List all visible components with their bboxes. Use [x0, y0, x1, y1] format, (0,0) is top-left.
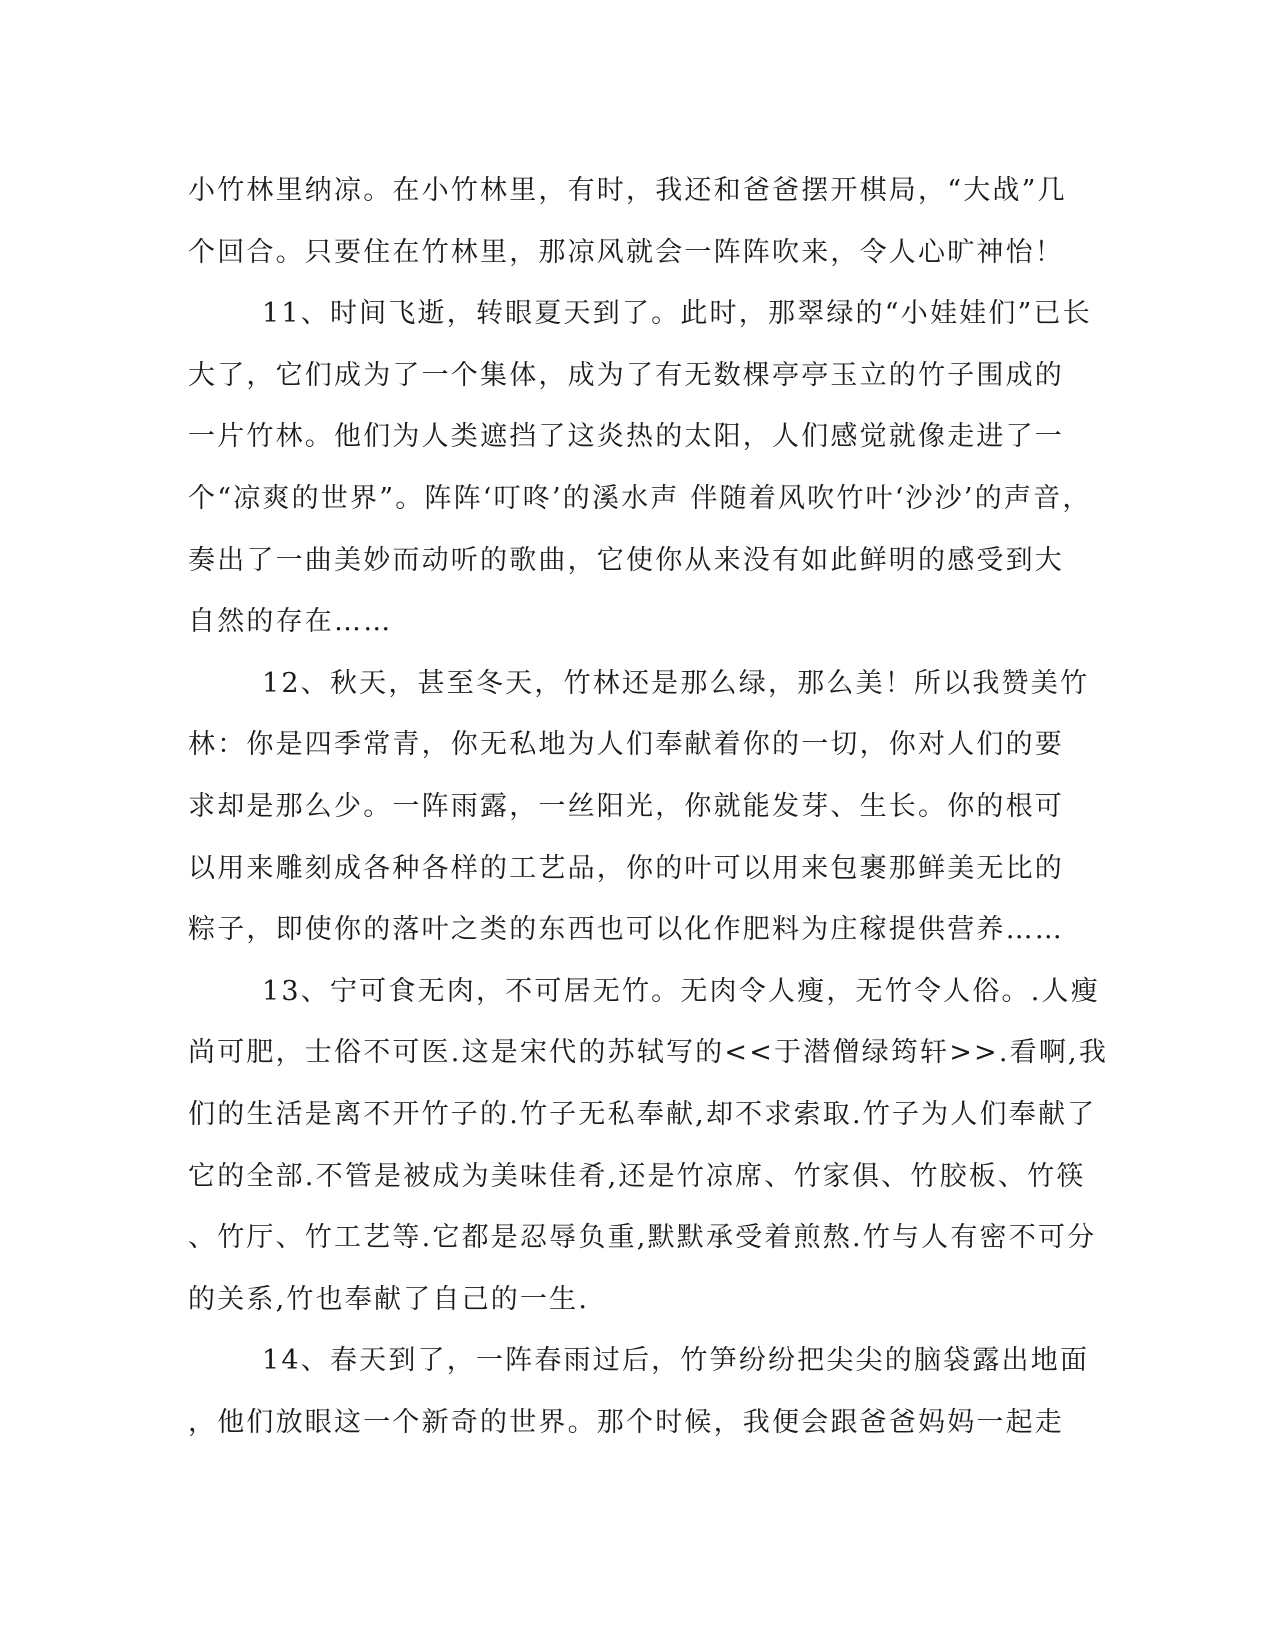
text-line: 求却是那么少。一阵雨露，一丝阳光，你就能发芽、生长。你的根可 [188, 790, 1064, 822]
paragraph-start-13: 13、宁可食无肉，不可居无竹。无肉令人瘦，无竹令人俗。.人瘦 [262, 975, 1100, 1007]
text-line: 大了，它们成为了一个集体，成为了有无数棵亭亭玉立的竹子围成的 [188, 359, 1064, 391]
text-line: 奏出了一曲美妙而动听的歌曲，它使你从来没有如此鲜明的感受到大 [188, 544, 1064, 576]
paragraph-start-14: 14、春天到了，一阵春雨过后，竹笋纷纷把尖尖的脑袋露出地面 [262, 1345, 1090, 1377]
text-line: 以用来雕刻成各种各样的工艺品，你的叶可以用来包裹那鲜美无比的 [188, 852, 1064, 884]
text-line: 、竹厅、竹工艺等.它都是忍辱负重,默默承受着煎熬.竹与人有密不可分 [188, 1222, 1097, 1254]
text-line: 尚可肥，士俗不可医.这是宋代的苏轼写的<<于潜僧绿筠轩>>.看啊,我 [188, 1037, 1109, 1069]
text-line: 个“凉爽的世界”。阵阵‘叮咚’的溪水声 伴随着风吹竹叶‘沙沙’的声音， [188, 482, 1092, 514]
text-line: ，他们放眼这一个新奇的世界。那个时候，我便会跟爸爸妈妈一起走 [188, 1406, 1064, 1438]
paragraph-start-11: 11、时间飞逝，转眼夏天到了。此时，那翠绿的“小娃娃们”已长 [262, 298, 1092, 330]
text-line: 自然的存在…… [188, 606, 393, 638]
text-line: 一片竹林。他们为人类遮挡了这炎热的太阳，人们感觉就像走进了一 [188, 421, 1064, 453]
paragraph-start-12: 12、秋天，甚至冬天，竹林还是那么绿，那么美！所以我赞美竹 [262, 667, 1090, 699]
text-line: 小竹林里纳凉。在小竹林里，有时，我还和爸爸摆开棋局，“大战”几 [188, 175, 1067, 206]
text-line: 的关系,竹也奉献了自己的一生. [188, 1283, 590, 1315]
text-line: 们的生活是离不开竹子的.竹子无私奉献,却不求索取.竹子为人们奉献了 [188, 1098, 1097, 1130]
text-line: 粽子，即使你的落叶之类的东西也可以化作肥料为庄稼提供营养…… [188, 914, 1064, 946]
text-line: 林：你是四季常青，你无私地为人们奉献着你的一切，你对人们的要 [188, 729, 1064, 761]
text-line: 个回合。只要住在竹林里，那凉风就会一阵阵吹来，令人心旷神怡！ [188, 236, 1064, 268]
text-line: 它的全部.不管是被成为美味佳肴,还是竹凉席、竹家俱、竹胶板、竹筷 [188, 1160, 1086, 1192]
document-body [188, 160, 1109, 1453]
